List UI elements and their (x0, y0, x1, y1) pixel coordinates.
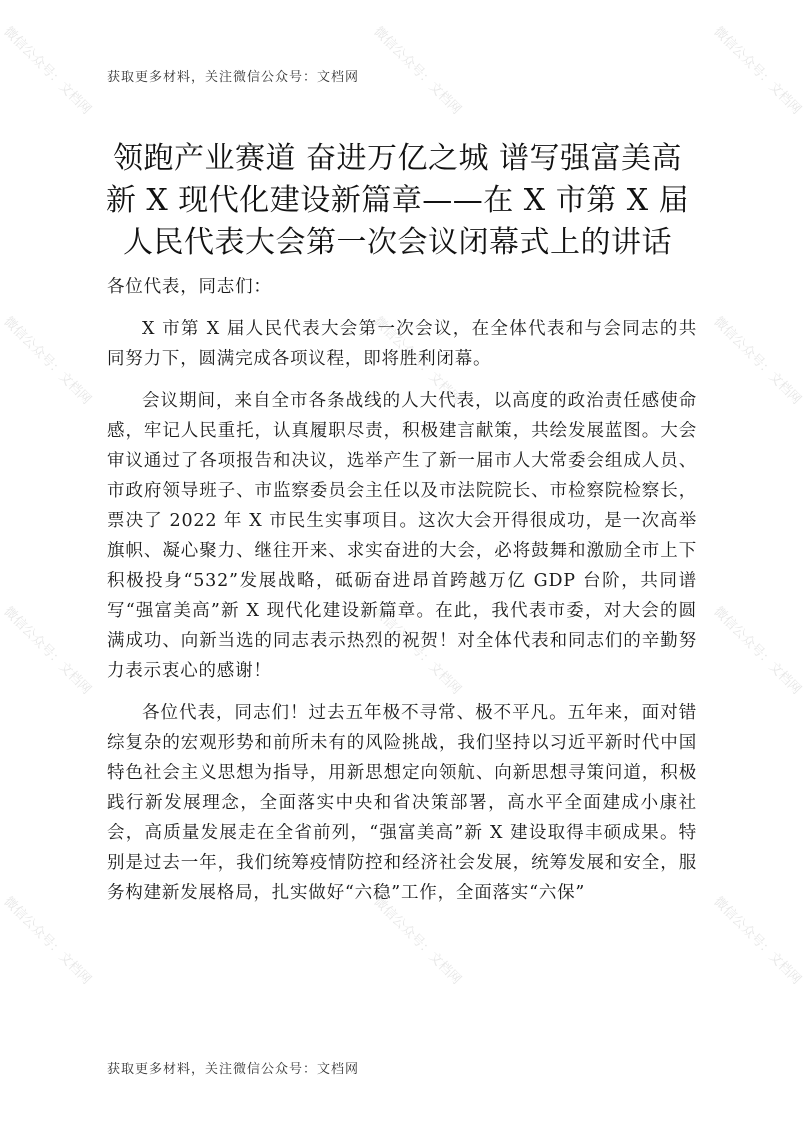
document-title: 领跑产业赛道 奋进万亿之城 谱写强富美高新 X 现代化建设新篇章——在 X 市第 X 届人民代表大会第一次会议闭幕式上的讲话 (105, 141, 690, 260)
watermark-text: 微信公众号：文档网 (370, 604, 464, 698)
watermark-text: 微信公众号：文档网 (370, 894, 464, 988)
header-note: 获取更多材料，关注微信公众号：文档网 (107, 70, 360, 85)
watermark-text: 微信公众号：文档网 (710, 894, 804, 988)
paragraph: 会议期间，来自全市各条战线的人大代表，以高度的政治责任感使命感，牢记人民重托，认真履职尽责，积极建言献策，共绘发展蓝图。大会审议通过了各项报告和决议，选举产生了新一届市人大常委会组成人员、市政府领导班子、市监察委员会主任以及市法院院长、市检察院检察长，票决了 2022 年 X 市民生实事项目。这次大会开得很成功，是一次高举旗帜、凝心聚力、继往开来、求实奋进的大会，必将鼓舞和激励全市上下积极投身“532”发展战略，砥砺奋进昂首跨越万亿 GDP 台阶，共同谱写“强富美高”新 X 现代化建设新篇章。在此，我代表市委，对大会的圆满成功、向新当选的同志表示热烈的祝贺！对全体代表和同志们的辛勤努力表示衷心的感谢！ (107, 391, 697, 681)
document-body (107, 272, 697, 920)
watermark-text: 微信公众号：文档网 (0, 24, 94, 118)
salutation: 各位代表，同志们： (107, 277, 272, 297)
watermark-text: 微信公众号：文档网 (710, 314, 804, 408)
watermark-text: 微信公众号：文档网 (710, 604, 804, 698)
watermark-text: 微信公众号：文档网 (0, 604, 94, 698)
watermark-text: 微信公众号：文档网 (370, 314, 464, 408)
watermark-text: 微信公众号：文档网 (0, 894, 94, 988)
footer-note: 获取更多材料，关注微信公众号：文档网 (107, 1062, 360, 1077)
watermark-text: 微信公众号：文档网 (710, 24, 804, 118)
paragraph: 各位代表，同志们！过去五年极不寻常、极不平凡。五年来，面对错综复杂的宏观形势和前所未有的风险挑战，我们坚持以习近平新时代中国特色社会主义思想为指导，用新思想定向领航、向新思想寻策问道，积极践行新发展理念，全面落实中央和省决策部署，高水平全面建成小康社会，高质量发展走在全省前列，“强富美高”新 X 建设取得丰硕成果。特别是过去一年，我们统筹疫情防控和经济社会发展，统筹发展和安全，服务构建新发展格局，扎实做好“六稳”工作，全面落实“六保” (107, 703, 697, 903)
watermark-text: 微信公众号：文档网 (0, 314, 94, 408)
paragraph: X 市第 X 届人民代表大会第一次会议，在全体代表和与会同志的共同努力下，圆满完成各项议程，即将胜利闭幕。 (107, 319, 697, 369)
watermark-text: 微信公众号：文档网 (370, 24, 464, 118)
